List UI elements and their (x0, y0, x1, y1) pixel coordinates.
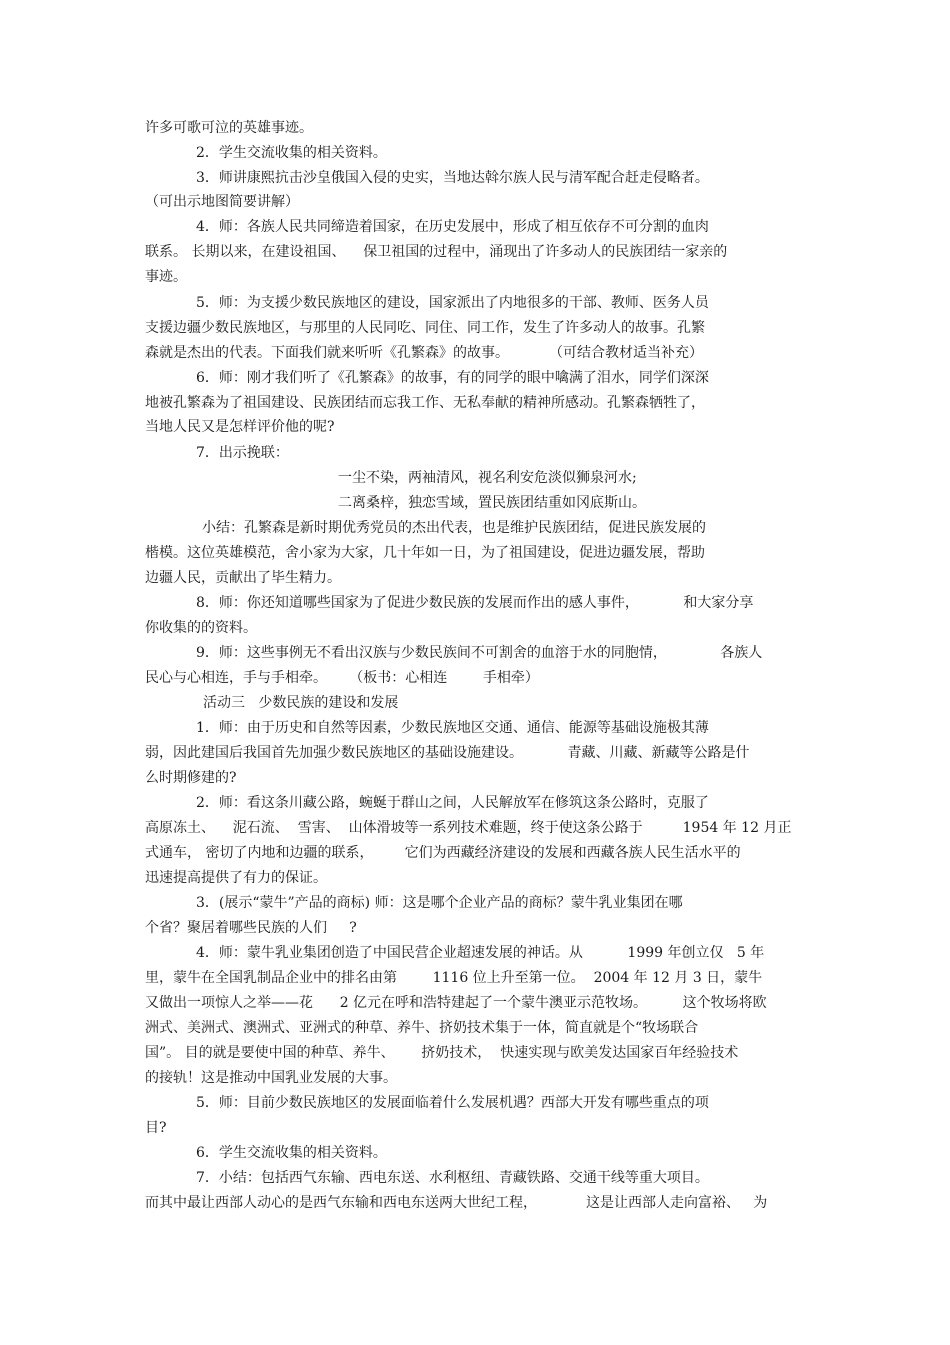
text-line: 6．学生交流收集的相关资料。 (196, 1145, 387, 1161)
text-line: 事迹。 (145, 269, 187, 285)
text-line: 6．师：刚才我们听了《孔繁森》的故事，有的同学的眼中噙满了泪水，同学们深深 (196, 370, 709, 386)
text-line: 4．师：蒙牛乳业集团创造了中国民营企业超速发展的神话。从 1999 年创立仅 5 年 (196, 945, 765, 961)
text-line: 目? (145, 1120, 167, 1136)
text-line: 而其中最让西部人动心的是西气东输和西电东送两大世纪工程， 这是让西部人走向富裕、 为 (145, 1195, 768, 1211)
text-line: 边疆人民，贡献出了毕生精力。 (145, 570, 341, 586)
text-line: 7．出示挽联： (196, 445, 289, 461)
text-line: 5．师：为支援少数民族地区的建设，国家派出了内地很多的干部、教师、医务人员 (196, 295, 709, 311)
text-line: 的接轨！这是推动中国乳业发展的大事。 (145, 1070, 397, 1086)
text-line: 式通车， 密切了内地和边疆的联系， 它们为西藏经济建设的发展和西藏各族人民生活水平的 (145, 845, 741, 861)
text-line: 森就是杰出的代表。下面我们就来听听《孔繁森》的故事。 （可结合教材适当补充） (145, 345, 704, 361)
text-line: 洲式、美洲式、澳洲式、亚洲式的种草、养牛、挤奶技术集于一体，简直就是个“牧场联合 (145, 1020, 699, 1036)
text-line: （可出示地图简要讲解） (145, 194, 299, 210)
text-line: 地被孔繁森为了祖国建设、民族团结而忘我工作、无私奉献的精神所感动。孔繁森牺牲了， (145, 395, 705, 411)
text-line: 高原冻土、 泥石流、 雪害、 山体滑坡等一系列技术难题，终于使这条公路于 1954 年 12 月正 (145, 820, 792, 836)
text-line: 2．学生交流收集的相关资料。 (196, 145, 387, 161)
text-line: 民心与心相连，手与手相牵。 （板书：心相连 手相牵） (145, 670, 539, 686)
text-line: 么时期修建的? (145, 770, 237, 786)
text-line: 9．师：这些事例无不看出汉族与少数民族间不可割舍的血溶于水的同胞情， 各族人 (196, 645, 763, 661)
couplet-line: 一尘不染，两袖清风，视名利安危淡似狮泉河水; (338, 470, 637, 486)
text-line: 1．师：由于历史和自然等因素，少数民族地区交通、通信、能源等基础设施极其薄 (196, 720, 709, 736)
text-line: 你收集的的资料。 (145, 620, 257, 636)
text-line: 8．师：你还知道哪些国家为了促进少数民族的发展而作出的感人事件， 和大家分享 (196, 595, 754, 611)
text-line: 国”。 目的就是要使中国的种草、养牛、 挤奶技术， 快速实现与欧美发达国家百年经验技术 (145, 1045, 739, 1061)
text-line: 个省？聚居着哪些民族的人们 ? (145, 920, 357, 936)
text-line: 楷模。这位英雄模范，舍小家为大家，几十年如一日，为了祖国建设，促进边疆发展，帮助 (145, 545, 705, 561)
text-line: 支援边疆少数民族地区，与那里的人民同吃、同住、同工作，发生了许多动人的故事。孔繁 (145, 320, 705, 336)
text-line: 4．师：各族人民共同缔造着国家，在历史发展中，形成了相互依存不可分割的血肉 (196, 219, 709, 235)
text-line: 3．师讲康熙抗击沙皇俄国入侵的史实，当地达斡尔族人民与清军配合赶走侵略者。 (196, 170, 709, 186)
text-line: 许多可歌可泣的英雄事迹。 (145, 120, 313, 136)
text-line: 2．师：看这条川藏公路，蜿蜒于群山之间，人民解放军在修筑这条公路时，克服了 (196, 795, 709, 811)
text-line: 迅速提高提供了有力的保证。 (145, 870, 327, 886)
text-line: 又做出一项惊人之举——花 2 亿元在呼和浩特建起了一个蒙牛澳亚示范牧场。 这个牧场将欧 (145, 995, 767, 1011)
couplet-line: 二离桑梓，独恋雪域，置民族团结重如冈底斯山。 (338, 495, 646, 511)
text-line: 里，蒙牛在全国乳制品企业中的排名由第 1116 位上升至第一位。 2004 年 12 月 3 日，蒙牛 (145, 970, 763, 986)
text-line: 7．小结：包括西气东输、西电东送、水利枢纽、青藏铁路、交通干线等重大项目。 (196, 1170, 709, 1186)
text-line: 5．师：目前少数民族地区的发展面临着什么发展机遇？西部大开发有哪些重点的项 (196, 1095, 709, 1111)
section-heading: 活动三 少数民族的建设和发展 (203, 695, 399, 711)
text-line: 当地人民又是怎样评价他的呢? (145, 419, 335, 435)
text-line: 弱，因此建国后我国首先加强少数民族地区的基础设施建设。 青藏、川藏、新藏等公路是什 (145, 745, 750, 761)
text-line: 小结：孔繁森是新时期优秀党员的杰出代表，也是维护民族团结，促进民族发展的 (202, 520, 706, 536)
text-line: 3．(展示“蒙牛”产品的商标) 师：这是哪个企业产品的商标？蒙牛乳业集团在哪 (196, 895, 683, 911)
text-line: 联系。 长期以来，在建设祖国、 保卫祖国的过程中，涌现出了许多动人的民族团结一家亲的 (145, 244, 728, 260)
